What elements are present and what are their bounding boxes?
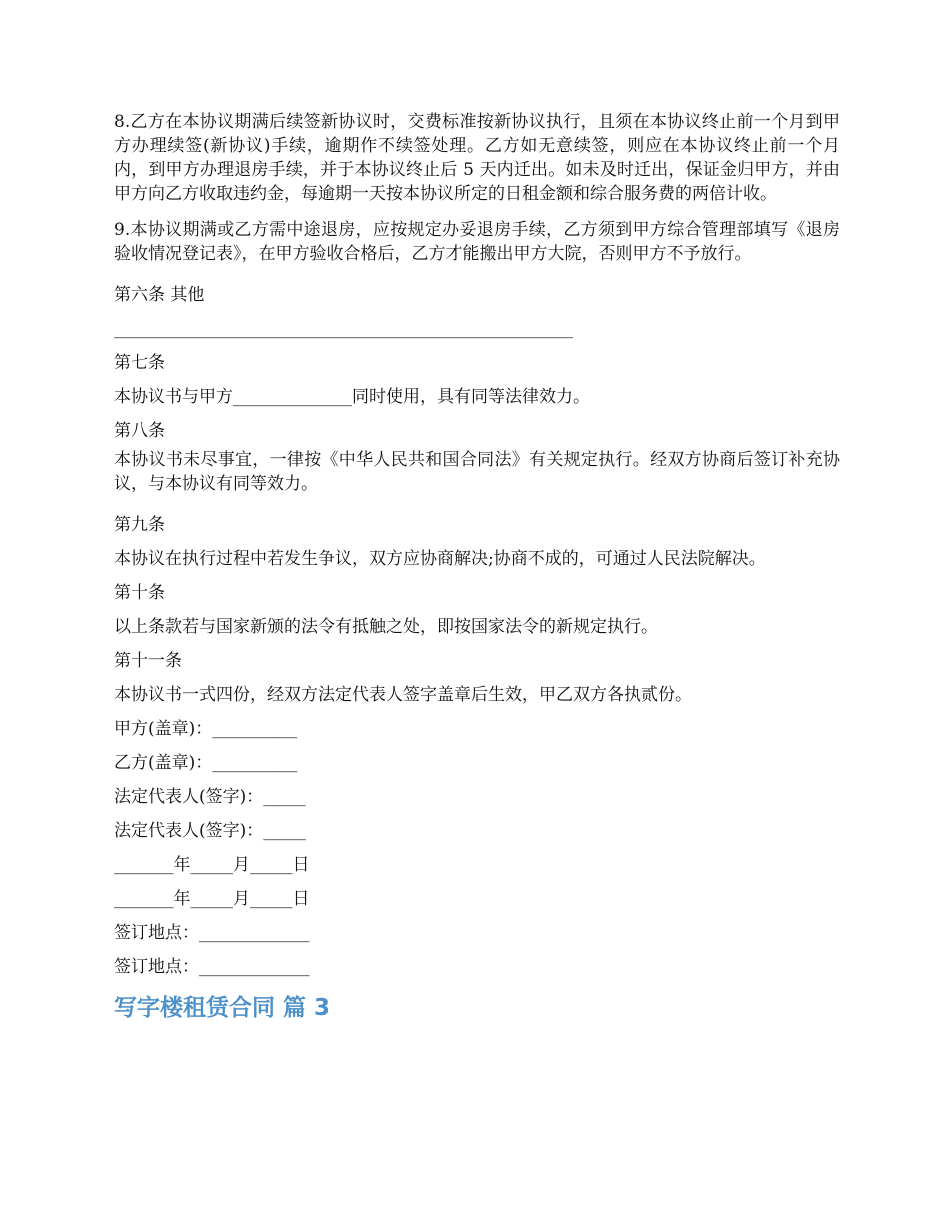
article-9-text: 本协议在执行过程中若发生争议，双方应协商解决;协商不成的，可通过人民法院解决。 [114, 549, 766, 569]
date-a: _______年_____月_____日 [114, 855, 310, 875]
article-8-text: 本协议书未尽事宜，一律按《中华人民共和国合同法》有关规定执行。经双方协商后签订补充协议，与本协议有同等效力。 [114, 450, 840, 494]
article-10-title: 第十条 [114, 583, 165, 603]
signing-place-b: 签订地点：_____________ [114, 957, 310, 977]
party-b-seal: 乙方(盖章)：__________ [114, 753, 298, 773]
article-10-text: 以上条款若与国家新颁的法令有抵触之处，即按国家法令的新规定执行。 [114, 617, 658, 637]
article-9-title: 第九条 [114, 515, 165, 535]
signing-place-a: 签订地点：_____________ [114, 923, 310, 943]
section-heading: 写字楼租赁合同 篇 3 [114, 995, 331, 1021]
article-8-title: 第八条 [114, 421, 165, 441]
party-a-seal: 甲方(盖章)：__________ [114, 719, 298, 739]
article-6-title: 第六条 其他 [114, 285, 205, 305]
legal-rep-b-signature: 法定代表人(签字)：_____ [114, 821, 306, 841]
legal-rep-a-signature: 法定代表人(签字)：_____ [114, 787, 306, 807]
article-6-blank-line: ______________________________________________________ [114, 319, 573, 339]
article-7-text: 本协议书与甲方______________同时使用，具有同等法律效力。 [114, 387, 590, 407]
document-page [114, 110, 840, 1028]
article-7-title: 第七条 [114, 353, 165, 373]
article-11-title: 第十一条 [114, 651, 182, 671]
clause-8-paragraph: 8.乙方在本协议期满后续签新协议时，交费标准按新协议执行，且须在本协议终止前一个月到甲方办理续签(新协议)手续，逾期作不续签处理。乙方如无意续签，则应在本协议终止前一个月内，到甲方办理退房手续，并于本协议终止后 5 天内迁出。如未及时迁出，保证金归甲方，并由甲方向乙方收取违约金，每逾期一天按本协议所定的日租金额和综合服务费的两倍计收。 [114, 112, 840, 204]
clause-9-paragraph: 9.本协议期满或乙方需中途退房，应按规定办妥退房手续，乙方须到甲方综合管理部填写《退房验收情况登记表》，在甲方验收合格后，乙方才能搬出甲方大院，否则甲方不予放行。 [114, 220, 840, 264]
date-b: _______年_____月_____日 [114, 889, 310, 909]
article-11-text: 本协议书一式四份，经双方法定代表人签字盖章后生效，甲乙双方各执贰份。 [114, 685, 692, 705]
